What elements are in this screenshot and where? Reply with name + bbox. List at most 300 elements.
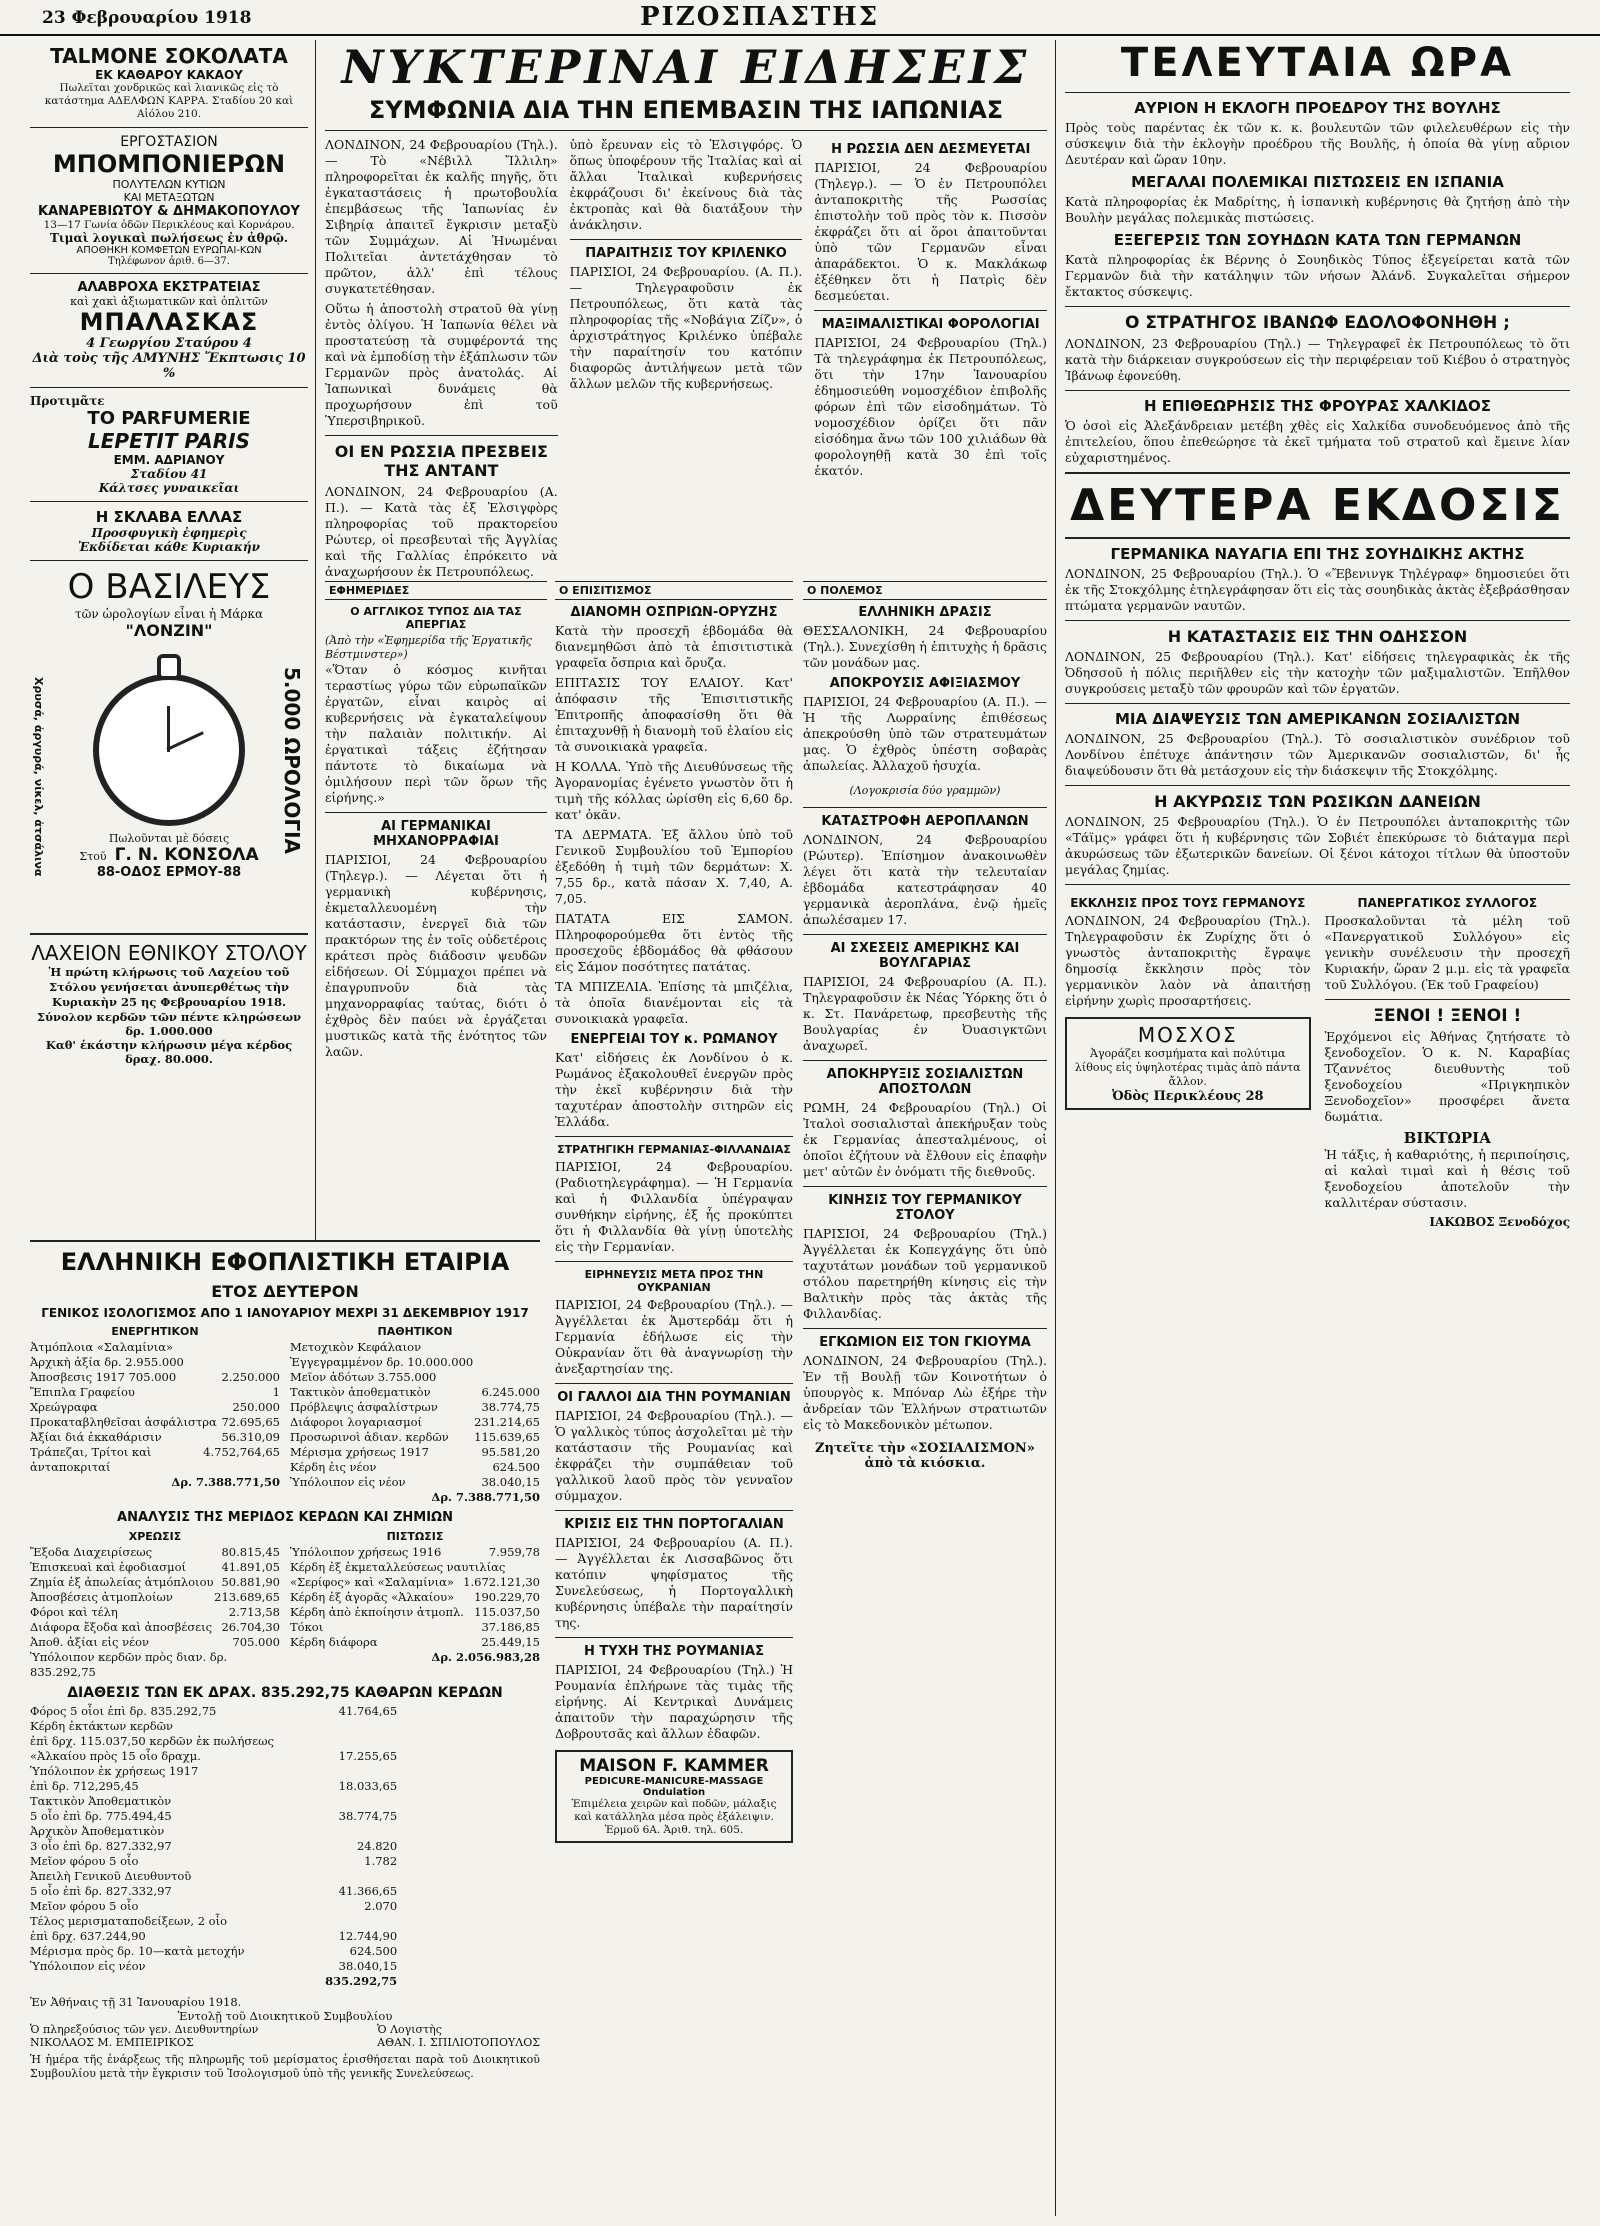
pocket-watch-icon bbox=[93, 674, 245, 826]
row-label: Ἔξοδα Διαχειρίσεως bbox=[30, 1545, 153, 1559]
war-h7: ΕΓΚΩΜΙΟΝ ΕΙΣ ΤΟΝ ΓΚΙΟΥΜΑ bbox=[819, 1335, 1031, 1350]
antant-heading: ΟΙ ΕΝ ΡΩΣΣΙΑ ΠΡΕΣΒΕΙΣ ΤΗΣ ΑΝΤΑΝΤ bbox=[334, 442, 548, 480]
liabilities-list bbox=[290, 1340, 540, 1490]
maxim-text: ΠΑΡΙΣΙΟΙ, 24 Φεβρουαρίου (Τηλ.) Τὰ τηλεγράφημα ἐκ Πετρουπόλεως, ὅτι τὴν 17ην Ἰανουαρίου ἐδημοσιεύθη νομοσχέδιον ἐπιβολῆς φόρων ἐπὶ τῶν εἰσοδημάτων. Τὸ νομοσχέδιον ὁρίζει ὅτι πᾶν εἰσόδημα ἄνω τῶν 100 χιλιάδων θὰ φορολογηθῇ κατὰ 30 ἐπὶ τοῖς ἑκατόν. bbox=[814, 335, 1047, 478]
russia-heading: Η ΡΩΣΣΙΑ ΔΕΝ ΔΕΣΜΕΥΕΤΑΙ bbox=[831, 142, 1031, 157]
row-value: 4.752,764,65 bbox=[203, 1445, 280, 1459]
row-label: Χρεώγραφα bbox=[30, 1400, 98, 1414]
second-edition-banner: ΔΕΥΤΕΡΑ ΕΚΔΟΣΙΣ bbox=[1070, 480, 1565, 531]
divider bbox=[803, 1060, 1047, 1061]
factory-text: Τιμαὶ λογικαὶ πωλήσεως ἐν ἀθρῷ. bbox=[49, 231, 289, 245]
table-row bbox=[30, 1749, 397, 1764]
row-label: Ἀτμόπλοια «Σαλαμίνια» bbox=[30, 1340, 174, 1354]
socialism-ad: Ζητεῖτε τὴν «ΣΟΣΙΑΛΙΣΜΟΝ» ἀπὸ τὰ κιόσκια. bbox=[815, 1441, 1035, 1471]
table-row bbox=[290, 1460, 540, 1475]
debit-list bbox=[30, 1545, 280, 1680]
liabilities-total: Δρ. 7.388.771,50 bbox=[431, 1490, 540, 1504]
pl-total: Δρ. 2.056.983,28 bbox=[431, 1650, 540, 1664]
row-label: Κέρδη ἐξ ἀγορᾶς «Ἀλκαίου» bbox=[290, 1590, 455, 1604]
hotel-sign: ΙΑΚΩΒΟΣ Ξενοδόχος bbox=[1429, 1215, 1570, 1229]
row-label: Κέρδη διάφορα bbox=[290, 1635, 378, 1649]
last-hour-column bbox=[1065, 40, 1570, 2218]
war-p7: ΛΟΝΔΙΝΟΝ, 24 Φεβρουαρίου (Τηλ.). Ἐν τῇ Βουλῇ τῶν Κοινοτήτων ὁ ὑπουργὸς κ. Μπόναρ Λὼ ἐξήρε τὴν ἀνδρείαν τῶν Ἑλλήνων στρατιωτῶν εἰς τὸ Μακεδονικὸν μέτωπον. bbox=[803, 1353, 1047, 1432]
night-p2: Οὕτω ἡ ἀποστολὴ στρατοῦ θὰ γίνῃ ἐντὸς ὀλίγου. Ἡ Ἰαπωνία θέλει νὰ προστατεύσῃ τὰ συμφέροντά της καὶ νὰ ἐμποδίσῃ τὴν ἐξάπλωσιν τῶν Γερμανῶν πρὸς ἀνατολάς. Αἱ Ἰαπωνικαὶ δυνάμεις θὰ προχωρήσουν ἐπὶ τοῦ Ὑπερσιβηρικοῦ. bbox=[325, 301, 558, 428]
moschos-text: Ἀγοράζει κοσμήματα καὶ πολύτιμα λίθους εἰς ὑψηλοτέρας τιμὰς ἀπὸ πάντα ἄλλον. bbox=[1074, 1047, 1301, 1088]
row-label: 3 οἷο ἐπὶ δρ. 827.332,97 bbox=[30, 1839, 172, 1853]
vasilefs-vert2: Χρυσά, ἀργυρά, νίκελ, ἀτσάλινα bbox=[32, 677, 45, 877]
row-value: 1.672.121,30 bbox=[463, 1575, 540, 1589]
row-label: Τέλος μερισματαποδείξεων, 2 οἷο bbox=[30, 1914, 228, 1928]
parfum-t6: Κάλτσες γυναικεῖαι bbox=[98, 481, 240, 495]
row-label: Διάφορα ἔξοδα καὶ ἀποσβέσεις bbox=[30, 1620, 213, 1634]
table-row bbox=[30, 1635, 280, 1650]
sig1-role: Ὁ πληρεξούσιος τῶν γεν. Διευθυντηρίων bbox=[30, 2023, 259, 2036]
assets-heading: ΕΝΕΡΓΗΤΙΚΟΝ bbox=[111, 1325, 199, 1338]
table-row bbox=[30, 1869, 397, 1884]
row-value: 38.774,75 bbox=[481, 1400, 540, 1414]
row-label: Τακτικὸν ἀποθεματικὸν bbox=[290, 1385, 431, 1399]
last-p8: ΛΟΝΔΙΝΟΝ, 25 Φεβρουαρίου (Τηλ.). Τὸ σοσιαλιστικὸν συνέδριον τοῦ Λονδίνου ἐπέτυχε ἀπάντησιν τῶν Ἀμερικανῶν σοσιαλιστῶν, δι' ἧς διαψεύδουσιν ὅτι θὰ μετάσχουν εἰς τὴν διάσκεψιν τῆς Στοκχόλμης. bbox=[1065, 731, 1570, 778]
row-value: 12.744,90 bbox=[338, 1929, 398, 1943]
night-news bbox=[325, 40, 1047, 580]
antant-text: ΛΟΝΔΙΝΟΝ, 24 Φεβρουαρίου (Α. Π.). — Κατὰ τὰς ἐξ Ἑλσιγφὸρς πληροφορίας τοῦ πρακτορείου Ρώυτερ, οἱ πρεσβευταὶ τῆς Ἀγγλίας καὶ τῆς Γαλλίας ἐπρόκειτο νὰ ἀναχωρήσουν ἐκ Πετρουπόλεως. bbox=[325, 484, 558, 579]
war-p1: ΘΕΣΣΑΛΟΝΙΚΗ, 24 Φεβρουαρίου (Τηλ.). Συνεχίσθη ἡ ἐπιτυχὴς ἡ δρᾶσις τῶν μονάδων μας. bbox=[803, 623, 1047, 670]
censor-note: (Λογοκρισία δύο γραμμῶν) bbox=[849, 784, 1001, 797]
last-hour-headline: ΤΕΛΕΥΤΑΙΑ ΩΡΑ bbox=[1120, 40, 1515, 86]
row-label: Διάφοροι λογαριασμοί bbox=[290, 1415, 423, 1429]
divider bbox=[1065, 92, 1570, 93]
war-h2: ΑΠΟΚΡΟΥΣΙΣ ΑΦΙΞΙΑΣΜΟΥ bbox=[829, 676, 1021, 691]
supply-h6: ΚΡΙΣΙΣ ΕΙΣ ΤΗΝ ΠΟΡΤΟΓΑΛΙΑΝ bbox=[564, 1517, 784, 1532]
hotel-name: ΒΙΚΤΩΡΙΑ bbox=[1403, 1129, 1491, 1147]
last-h8: ΜΙΑ ΔΙΑΨΕΥΣΙΣ ΤΩΝ ΑΜΕΡΙΚΑΝΩΝ ΣΟΣΙΑΛΙΣΤΩΝ bbox=[1114, 710, 1521, 728]
table-row bbox=[30, 1884, 397, 1899]
vasilefs-ad bbox=[30, 567, 308, 927]
table-row bbox=[290, 1355, 540, 1370]
table-row bbox=[30, 1415, 280, 1430]
last-h12: ΞΕΝΟΙ ! ΞΕΝΟΙ ! bbox=[1373, 1006, 1522, 1026]
table-row bbox=[30, 1854, 397, 1869]
supply-section-label: Ο ΕΠΙΣΙΤΙΣΜΟΣ bbox=[555, 581, 793, 600]
row-label: «Σερίφος» καὶ «Σαλαμίνια» bbox=[290, 1575, 454, 1589]
divider bbox=[1065, 703, 1570, 704]
table-row bbox=[30, 1719, 397, 1734]
credit-list bbox=[290, 1545, 540, 1650]
row-value: 56.310,09 bbox=[221, 1430, 280, 1444]
supply-h4: ΕΙΡΗΝΕΥΣΙΣ ΜΕΤΑ ΠΡΟΣ ΤΗΝ ΟΥΚΡΑΝΙΑΝ bbox=[584, 1268, 764, 1294]
row-value: 2.070 bbox=[364, 1899, 398, 1913]
supply-column bbox=[555, 575, 793, 2218]
supply-p6: ΤΑ ΜΠΙΖΕΛΙΑ. Ἐπίσης τὰ μπιζέλια, τὰ ὁποῖα διανέμονται εἰς τὰ συνοικιακὰ γραφεῖα. bbox=[555, 979, 793, 1026]
war-column bbox=[803, 575, 1047, 2218]
row-value: 37.186,85 bbox=[481, 1620, 540, 1634]
divider bbox=[1065, 390, 1570, 391]
company-balance-title: ΓΕΝΙΚΟΣ ΙΣΟΛΟΓΙΣΜΟΣ ΑΠΟ 1 ΙΑΝΟΥΑΡΙΟΥ ΜΕΧΡΙ 31 ΔΕΚΕΜΒΡΙΟΥ 1917 bbox=[41, 1306, 529, 1320]
row-label: Ζημία ἐξ ἀπωλείας ἀτμόπλοιου bbox=[30, 1575, 214, 1589]
moschos-ad bbox=[1065, 1017, 1311, 1110]
war-h6: ΚΙΝΗΣΙΣ ΤΟΥ ΓΕΡΜΑΝΙΚΟΥ ΣΤΟΛΟΥ bbox=[828, 1193, 1022, 1223]
balaskas-name: ΜΠΑΛΑΣΚΑΣ bbox=[79, 308, 259, 336]
kammer-text: Ἐπιμέλεια χειρῶν καὶ ποδῶν, μάλαξις καὶ κατάλληλα μέσα πρὸς ἐξάλειψιν. Ἑρμοῦ 6Α. Ἀριθ. τηλ. 605. bbox=[571, 1798, 777, 1836]
row-value: 2.713,58 bbox=[228, 1605, 280, 1619]
pl-title: ΑΝΑΛΥΣΙΣ ΤΗΣ ΜΕΡΙΔΟΣ ΚΕΡΔΩΝ ΚΑΙ ΖΗΜΙΩΝ bbox=[117, 1510, 453, 1525]
divider bbox=[803, 1186, 1047, 1187]
divider bbox=[803, 1328, 1047, 1329]
lottery-t3: Καθ' ἑκάστην κλήρωσιν μέγα κέρδος δραχ. 80.000. bbox=[45, 1038, 293, 1066]
row-label: Μετοχικὸν Κεφάλαιον bbox=[290, 1340, 422, 1354]
supply-p2: ΕΠΙΤΑΣΙΣ ΤΟΥ ΕΛΑΙΟΥ. Κατ' ἀπόφασιν τῆς Ἐπισιτιστικῆς Ἐπιτροπῆς ἀποφασίσθη ὅτι θὰ ἐπιταχυνθῇ ἡ διανομὴ τοῦ ἐλαίου εἰς τὰ συνοικιακὰ γραφεῖα. bbox=[555, 675, 793, 754]
vasilefs-brand: "ΛΟΝΖΙΝ" bbox=[125, 621, 213, 640]
last-p12: Ἐρχόμενοι εἰς Ἀθήνας ζητήσατε τὸ ξενοδοχεῖον. Ὁ κ. Ν. Καραβίας Τζαννέτος διευθυντὴς τοῦ ξενοδοχείου «Πριγκηπικὸν Ξενοδοχεῖον» προσφέρει ἄνετα δωμάτια. bbox=[1324, 1029, 1570, 1124]
row-label: Ὑπόλοιπον κερδῶν πρὸς διαν. δρ. 835.292,75 bbox=[30, 1650, 228, 1679]
supply-p5: ΠΑΤΑΤΑ ΕΙΣ ΣΑΜΟΝ. Πληροφορούμεθα ὅτι ἐντὸς τῆς προσεχοῦς ἑβδομάδος θὰ φθάσουν εἰς Σάμον ποσότητες πατάτας. bbox=[555, 911, 793, 974]
table-row bbox=[30, 1560, 280, 1575]
table-row bbox=[30, 1779, 397, 1794]
table-row bbox=[290, 1560, 540, 1575]
supply-p11: ΠΑΡΙΣΙΟΙ, 24 Φεβρουαρίου (Α. Π.). — Ἀγγέλλεται ἐκ Λισσαβῶνος ὅτι κατόπιν ψηφίσματος τῆς Συνελεύσεως, ἡ Πορτογαλλικὴ κυβέρνησις ὑπέβαλε τὴν παραίτησίν της. bbox=[555, 1535, 793, 1630]
table-row bbox=[30, 1704, 397, 1719]
sklava-t2: Προσφυγικὴ ἐφημερὶς bbox=[91, 526, 247, 540]
war-h1: ΕΛΛΗΝΙΚΗ ΔΡΑΣΙΣ bbox=[858, 605, 992, 620]
resign-heading: ΠΑΡΑΙΤΗΣΙΣ ΤΟΥ ΚΡΙΛΕΝΚΟ bbox=[585, 246, 787, 261]
row-label: ἐπὶ δρχ. 115.037,50 κερδῶν ἐκ πωλήσεως bbox=[30, 1734, 274, 1748]
vasilefs-sold: Πωλοῦνται μὲ δόσεις bbox=[108, 832, 230, 845]
table-row bbox=[30, 1355, 280, 1370]
row-label: Ἀποσβέσεις ἀτμοπλοίων bbox=[30, 1590, 173, 1604]
table-row bbox=[30, 1385, 280, 1400]
war-h5: ΑΠΟΚΗΡΥΞΙΣ ΣΟΣΙΑΛΙΣΤΩΝ ΑΠΟΣΤΟΛΩΝ bbox=[826, 1067, 1024, 1097]
talmone-sub: ΕΚ ΚΑΘΑΡΟΥ ΚΑΚΑΟΥ bbox=[95, 68, 243, 82]
column-rule bbox=[1055, 40, 1056, 2216]
row-value: 213.689,65 bbox=[214, 1590, 280, 1604]
masthead bbox=[0, 0, 1600, 36]
supply-h1: ΔΙΑΝΟΜΗ ΟΣΠΡΙΩΝ-ΟΡΥΖΗΣ bbox=[570, 605, 778, 620]
table-row bbox=[30, 1794, 397, 1809]
last-p9: ΛΟΝΔΙΝΟΝ, 25 Φεβρουαρίου (Τηλ.). Ὁ ἐν Πετρουπόλει ἀνταποκριτὴς τῶν «Τάϊμς» γράφει ὅτι ἡ κυβέρνησις τῶν Σοβιέτ ἐπεκύρωσε τὸ διάταγμα περὶ ἀκυρώσεως τῶν ἐξωτερικῶν δανείων. Οἱ ξένοι κάτοχοι τίτλων θὰ ὑποστοῦν μεγάλας ζημίας. bbox=[1065, 814, 1570, 877]
table-row bbox=[30, 1340, 280, 1355]
balaskas-note: Διὰ τοὺς τῆς ΑΜΥΝΗΣ Ἔκπτωσις 10 % bbox=[32, 351, 306, 381]
row-label: 5 οἷο ἐπὶ δρ. 827.332,97 bbox=[30, 1884, 172, 1898]
table-row bbox=[30, 1764, 397, 1779]
table-row bbox=[30, 1430, 280, 1445]
row-label: Φόρος 5 οἷοι ἐπὶ δρ. 835.292,75 bbox=[30, 1704, 217, 1718]
divider bbox=[30, 127, 308, 128]
last-p13: Ἡ τάξις, ἡ καθαριότης, ἡ περιποίησις, αἱ καλαὶ τιμαὶ καὶ ἡ θέσις τοῦ ξενοδοχείου ἀποτελοῦν τὴν καλλιτέραν σύστασιν. bbox=[1324, 1147, 1570, 1210]
press-t1: (Ἀπὸ τὴν «Ἐφημερίδα τῆς Ἐργατικῆς Βέστμινστερ») bbox=[325, 634, 532, 661]
divider bbox=[325, 130, 1047, 131]
divider bbox=[30, 933, 308, 935]
divider bbox=[803, 807, 1047, 808]
lottery-t2: Σύνολον κερδῶν τῶν πέντε κληρώσεων δρ. 1.000.000 bbox=[36, 1010, 302, 1038]
table-row bbox=[30, 1899, 397, 1914]
table-row bbox=[290, 1590, 540, 1605]
row-label: ἐπὶ δρχ. 637.244,90 bbox=[30, 1929, 146, 1943]
divider bbox=[1065, 537, 1570, 539]
row-label: Κέρδη ἐκτάκτων κερδῶν bbox=[30, 1719, 174, 1733]
table-row bbox=[30, 1914, 397, 1929]
kammer-ad bbox=[555, 1750, 793, 1843]
row-label: Φόροι καὶ τέλη bbox=[30, 1605, 118, 1619]
row-label: Ἀρχικὴ ἀξία δρ. 2.955.000 bbox=[30, 1355, 184, 1369]
last-p6: ΛΟΝΔΙΝΟΝ, 25 Φεβρουαρίου (Τηλ.). Ὁ «Ἔβενινγκ Τηλέγραφ» δημοσιεύει ὅτι ἐκ τῆς Στοκχόλμης ἐτηλεγράφησαν ὅτι εἰς τὰς σουηδικὰς ἀκτὰς ἐξεβράσθησαν πτώματα γερμανῶν ναυτῶν. bbox=[1065, 566, 1570, 613]
distribution-title: ΔΙΑΘΕΣΙΣ ΤΩΝ ΕΚ ΔΡΑΧ. 835.292,75 ΚΑΘΑΡΩΝ ΚΕΡΔΩΝ bbox=[67, 1685, 503, 1701]
row-label: Μέρισμα πρὸς δρ. 10—κατὰ μετοχήν bbox=[30, 1944, 245, 1958]
assets-total: Δρ. 7.388.771,50 bbox=[171, 1475, 280, 1489]
assets-list bbox=[30, 1340, 280, 1475]
last-p4: ΛΟΝΔΙΝΟΝ, 23 Φεβρουαρίου (Τηλ.) — Τηλεγραφεῖ ἐκ Πετρουπόλεως τὸ ὅτι κατὰ τὴν διάρκειαν συγκρούσεων εἰς τὴν περιφέρειαν τοῦ Κιέβου ὁ στρατηγὸς Ἰβάνωφ ἐφονεύθη. bbox=[1065, 336, 1570, 383]
table-row bbox=[290, 1620, 540, 1635]
table-row bbox=[30, 1545, 280, 1560]
last-h7: Η ΚΑΤΑΣΤΑΣΙΣ ΕΙΣ ΤΗΝ ΟΔΗΣΣΟΝ bbox=[1167, 627, 1468, 646]
divider bbox=[30, 560, 308, 561]
vasilefs-sub: τῶν ὡρολογίων εἶναι ἡ Μάρκα bbox=[74, 607, 264, 621]
press-section-label: ΕΦΗΜΕΡΙΔΕΣ bbox=[325, 581, 547, 600]
row-label: Τράπεζαι, Τρίτοι καὶ ἀνταποκριταί bbox=[30, 1445, 152, 1474]
row-label: Ἀρχικὸν Ἀποθεματικὸν bbox=[30, 1824, 165, 1838]
company-date: Ἐν Ἀθήναις τῇ 31 Ἰανουαρίου 1918. bbox=[30, 1995, 242, 2009]
last-p7: ΛΟΝΔΙΝΟΝ, 25 Φεβρουαρίου (Τηλ.). Κατ' εἰδήσεις τηλεγραφικὰς ἐκ τῆς Ὀδησσοῦ ἡ πόλις περιῆλθεν εἰς τὴν κατοχὴν τῶν μαξιμαλιστῶν. Ἐπῆλθον συγκρούσεις μεταξὺ τῶν φρουρῶν καὶ τῶν ἐργατῶν. bbox=[1065, 649, 1570, 696]
sklava-t1: Η ΣΚΛΑΒΑ ΕΛΛΑΣ bbox=[95, 508, 243, 526]
company-year: ΕΤΟΣ ΔΕΥΤΕΡΟΝ bbox=[211, 1282, 359, 1301]
factory-t5: ΚΑΝΑΡΕΒΙΩΤΟΥ & ΔΗΜΑΚΟΠΟΥΛΟΥ bbox=[38, 204, 300, 219]
row-value: 24.820 bbox=[356, 1839, 398, 1853]
row-value: 41.891,05 bbox=[221, 1560, 280, 1574]
row-label: Ἐγγεγραμμένον δρ. 10.000.000 bbox=[290, 1355, 474, 1369]
row-label: Μεῖον φόρου 5 οἷο bbox=[30, 1854, 139, 1868]
company-board: Ἐντολῇ τοῦ Διοικητικοῦ Συμβουλίου bbox=[177, 2009, 393, 2023]
divider bbox=[555, 1261, 793, 1262]
row-value: 26.704,30 bbox=[221, 1620, 280, 1634]
parfum-t5: Σταδίου 41 bbox=[130, 467, 208, 481]
row-label: ἐπὶ δρ. 712,295,45 bbox=[30, 1779, 139, 1793]
sklava-ad bbox=[30, 508, 308, 554]
table-row bbox=[30, 1575, 280, 1590]
war-h3: ΚΑΤΑΣΤΡΟΦΗ ΑΕΡΟΠΛΑΝΩΝ bbox=[821, 814, 1029, 829]
row-value: 25.449,15 bbox=[481, 1635, 540, 1649]
row-value: 95.581,20 bbox=[481, 1445, 540, 1459]
row-label: Ἀποθ. ἀξίαι εἰς νέον bbox=[30, 1635, 149, 1649]
factory-t1: ΕΡΓΟΣΤΑΣΙΟΝ bbox=[120, 134, 218, 150]
row-value: 2.250.000 bbox=[221, 1370, 280, 1384]
table-row bbox=[290, 1340, 540, 1355]
table-row bbox=[290, 1635, 540, 1650]
divider bbox=[325, 435, 558, 436]
row-value: 18.033,65 bbox=[338, 1779, 398, 1793]
press-h1: Ο ΑΓΓΛΙΚΟΣ ΤΥΠΟΣ ΔΙΑ ΤΑΣ ΑΠΕΡΓΙΑΣ bbox=[350, 605, 522, 631]
credit-heading: ΠΙΣΤΩΣΙΣ bbox=[386, 1530, 444, 1543]
parfum-t4: EMM. ΑΔΡΙΑΝΟΥ bbox=[113, 453, 225, 467]
row-label: Ὑπόλοιπον εἰς νέον bbox=[30, 1959, 146, 1973]
press-p2: ΠΑΡΙΣΙΟΙ, 24 Φεβρουαρίου (Τηλεγρ.). — Λέγεται ὅτι ἡ γερμανικὴ κυβέρνησις, ἐκμεταλλευομένη τὴν κατάστασιν, ἐνεργεῖ διὰ τῶν πρακτόρων της ἐν τοῖς οὐδετέροις κράτεσι πρὸς διάδοσιν ψευδῶν εἰδήσεων. Οἱ Σύμμαχοι πρέπει νὰ ἐπαγρυπνοῦν διὰ τὰς μηχανορραφίας ταύτας, διότι ὁ ἐχθρὸς δὲν παύει νὰ ἐργάζεται μυστικῶς κατὰ τῆς ἑνότητος τῶν λαῶν. bbox=[325, 852, 547, 1059]
row-value: 41.366,65 bbox=[338, 1884, 398, 1898]
row-label: 5 οἷο ἐπὶ δρ. 775.494,45 bbox=[30, 1809, 172, 1823]
table-row bbox=[30, 1944, 397, 1959]
row-label: Μεῖον φόρου 5 οἷο bbox=[30, 1899, 139, 1913]
row-label: Κέρδη ἐις νέον bbox=[290, 1460, 377, 1474]
war-p6: ΠΑΡΙΣΙΟΙ, 24 Φεβρουαρίου (Τηλ.) Ἀγγέλλεται ἐκ Κοπεγχάγης ὅτι ὑπὸ ταχυτάτων μονάδων τοῦ γερμανικοῦ στόλου παρετηρήθη κίνησις εἰς τὴν Βαλτικὴν πρὸς τὰς ἀκτὰς τῆς Φιλλανδίας. bbox=[803, 1226, 1047, 1321]
moschos-title: ΜΟΣΧΟΣ bbox=[1137, 1023, 1238, 1047]
divider bbox=[570, 239, 803, 240]
table-row bbox=[30, 1824, 397, 1839]
divider bbox=[1065, 884, 1570, 885]
factory-addr: 13—17 Γωνία ὁδῶν Περικλέους καὶ Κορνάρου. bbox=[43, 219, 295, 231]
maxim-heading: ΜΑΞΙΜΑΛΙΣΤΙΚΑΙ ΦΟΡΟΛΟΓΙΑΙ bbox=[821, 317, 1040, 332]
table-row bbox=[30, 1445, 280, 1475]
row-value: 41.764,65 bbox=[338, 1704, 398, 1718]
table-row bbox=[290, 1605, 540, 1620]
row-value: 231.214,65 bbox=[474, 1415, 540, 1429]
company-balance-sheet bbox=[30, 1240, 540, 2218]
resign-text: ΠΑΡΙΣΙΟΙ, 24 Φεβρουαρίου. (Α. Π.). — Τηλεγραφοῦσιν ἐκ Πετρουπόλεως, ὅτι κατὰ τὰς πληροφορίας τῆς «Νοβάγια Ζίζν», ὁ ἀρχιστράτηγος Κριλένκο ὑπέβαλε τὴν παραίτησίν του κατόπιν διαφορῶς ἀντιλήψεων μετὰ τῶν ἄλλων μελῶν τῆς κυβερνήσεως. bbox=[569, 264, 803, 391]
row-value: 1 bbox=[272, 1385, 280, 1399]
moschos-addr: Ὀδὸς Περικλέους 28 bbox=[1111, 1089, 1264, 1104]
factory-tel: Τηλέφωνον ἀριθ. 6—37. bbox=[108, 256, 230, 267]
divider bbox=[30, 273, 308, 274]
last-h4: Ο ΣΤΡΑΤΗΓΟΣ ΙΒΑΝΩΦ ΕΔΟΛΟΦΟΝΗΘΗ ; bbox=[1125, 313, 1510, 333]
table-row bbox=[290, 1475, 540, 1490]
table-row bbox=[290, 1445, 540, 1460]
supply-p7: Κατ' εἰδήσεις ἐκ Λονδίνου ὁ κ. Ρωμάνος ἐξακολουθεῖ ἐνεργῶν πρὸς τὴν ἐκεῖ κυβέρνησιν διὰ τὴν ταχυτέραν ἀποστολὴν σιτηρῶν εἰς Ἑλλάδα. bbox=[555, 1050, 793, 1129]
lottery-t1: Ἡ πρώτη κλήρωσις τοῦ Λαχείου τοῦ Στόλου γενήσεται ἀνυπερθέτως τὴν Κυριακὴν 25 ης Φεβρουαρίου 1918. bbox=[48, 965, 290, 1009]
kammer-sub: PEDICURE-MANICURE-MASSAGE Ondulation bbox=[584, 1776, 764, 1798]
row-label: Μέρισμα χρήσεως 1917 bbox=[290, 1445, 429, 1459]
table-row bbox=[290, 1430, 540, 1445]
talmone-ad bbox=[30, 44, 308, 121]
row-label: Τόκοι bbox=[290, 1620, 324, 1634]
row-value: 80.815,45 bbox=[221, 1545, 280, 1559]
divider bbox=[555, 1637, 793, 1638]
table-row bbox=[290, 1385, 540, 1400]
table-row bbox=[290, 1415, 540, 1430]
balaskas-t1: ΑΛΑΒΡΟΧΑ ΕΚΣΤΡΑΤΕΙΑΣ bbox=[77, 280, 261, 295]
liabilities-heading: ΠΑΘΗΤΙΚΟΝ bbox=[377, 1325, 453, 1338]
divider bbox=[1065, 785, 1570, 786]
row-value: 7.959,78 bbox=[488, 1545, 540, 1559]
row-value: 115.037,50 bbox=[474, 1605, 540, 1619]
row-value: 50.881,90 bbox=[221, 1575, 280, 1589]
sig2-name: ΑΘΑΝ. Ι. ΣΠΙΛΙΟΤΟΠΟΥΛΟΣ bbox=[377, 2036, 540, 2049]
row-value: 6.245.000 bbox=[481, 1385, 540, 1399]
press-p1: «Ὅταν ὁ κόσμος κινῆται τεραστίως γύρω τῶν εὐρωπαϊκῶν ἐργατῶν, εἶναι καιρὸς αἱ κυβερνήσεις νὰ ἐγκαταλείψουν τὴν παλαιὰν πολιτικήν. Αἱ ἐργατικαὶ τάξεις ἐζήτησαν πάντοτε τὸ δικαίωμα νὰ ὁμιλήσουν περὶ τῶν ὅρων τῆς εἰρήνης.» bbox=[325, 662, 547, 805]
row-value: 624.500 bbox=[349, 1944, 398, 1958]
talmone-text: Πωλεῖται χονδρικῶς καὶ λιανικῶς εἰς τὸ κατάστημα ΑΔΕΛΦΩΝ ΚΑΡΡΑ. Σταδίου 20 καὶ Αἰόλου 210. bbox=[44, 82, 294, 120]
divider bbox=[1065, 620, 1570, 621]
row-value: 190.229,70 bbox=[474, 1590, 540, 1604]
row-label: Προσωρινοὶ ἀδιαν. κερδῶν bbox=[290, 1430, 449, 1444]
divider bbox=[1065, 306, 1570, 307]
divider bbox=[30, 501, 308, 502]
supply-p10: ΠΑΡΙΣΙΟΙ, 24 Φεβρουαρίου (Τηλ.). — Ὁ γαλλικὸς τύπος ἀσχολεῖται μὲ τὴν κατάστασιν τῆς Ρουμανίας καὶ ἐκφράζει τὴν συμπάθειαν τοῦ γαλλικοῦ λαοῦ πρὸς τὸν γενναῖον σύμμαχον. bbox=[555, 1408, 793, 1503]
table-row bbox=[290, 1575, 540, 1590]
supply-p3: Η ΚΟΛΛΑ. Ὑπὸ τῆς Διευθύνσεως τῆς Ἀγορανομίας ἐγένετο γνωστὸν ὅτι ἡ τιμὴ τῆς κόλλας ὡρίσθη εἰς 6,60 δρ. κατ' ὀκᾶν. bbox=[555, 759, 793, 822]
last-p3: Κατὰ πληροφορίας ἐκ Βέρνης ὁ Σουηδικὸς Τύπος ἐξεγείρεται κατὰ τῶν Γερμανῶν διὰ τὴν κατάληψιν τῶν νήσων Ἀλάνδ. Συγκαλεῖται σήμερον ἔκτακτος σύσκεψις. bbox=[1065, 252, 1570, 299]
row-value: 1.782 bbox=[364, 1854, 398, 1868]
table-row bbox=[290, 1400, 540, 1415]
last-h2: ΜΕΓΑΛΑΙ ΠΟΛΕΜΙΚΑΙ ΠΙΣΤΩΣΕΙΣ ΕΝ ΙΣΠΑΝΙΑ bbox=[1131, 173, 1504, 191]
row-label: Πρόβλεψις ἀσφαλίστρων bbox=[290, 1400, 438, 1414]
row-label: Ἀπειλὴ Γενικοῦ Διευθυντοῦ bbox=[30, 1869, 192, 1883]
row-label: Μεῖον ἀδότων 3.755.000 bbox=[290, 1370, 437, 1384]
factory-ad bbox=[30, 134, 308, 267]
war-p3: ΛΟΝΔΙΝΟΝ, 24 Φεβρουαρίου (Ρώυτερ). Ἐπίσημον ἀνακοινωθὲν λέγει ὅτι κατὰ τὴν τελευταίαν ἑβδομάδα κατεστράφησαν 40 γερμανικὰ ἀεροπλάνα, ἐνῷ ἡμεῖς ἀπωλέσαμεν 17. bbox=[803, 832, 1047, 927]
row-label: Ἀποσβεσις 1917 705.000 bbox=[30, 1370, 177, 1384]
supply-p8: ΠΑΡΙΣΙΟΙ, 24 Φεβρουαρίου. (Ραδιοτηλεγράφημα). — Ἡ Γερμανία καὶ ἡ Φιλλανδία ὑπέγραψαν συνθήκην εἰρήνης, ἐξ ἧς προκύπτει ὅτι ἡ Φιλλανδία θὰ γίνῃ ὑποτελὴς εἰς τὴν Γερμανίαν. bbox=[555, 1159, 793, 1254]
press-column bbox=[325, 575, 547, 1230]
vasilefs-title: Ο ΒΑΣΙΛΕΥΣ bbox=[67, 567, 271, 607]
war-p4: ΠΑΡΙΣΙΟΙ, 24 Φεβρουαρίου (Α. Π.). Τηλεγραφοῦσιν ἐκ Νέας Ὑόρκης ὅτι ὁ κ. Στ. Πανάρετωφ, πρεσβευτὴς τῆς Βουλγαρίας ἐν Ὀυασιγκτῶνι ἀναχωρεῖ. bbox=[803, 974, 1047, 1053]
distribution-list bbox=[30, 1704, 397, 1974]
last-p11: Προσκαλοῦνται τὰ μέλη τοῦ «Πανεργατικοῦ Συλλόγου» εἰς γενικὴν συνέλευσιν τὴν προσεχῆ Κυριακήν, ὥραν 2 μ.μ. εἰς τὰ γραφεῖα τοῦ Συλλόγου. (Ἐκ τοῦ Γραφείου) bbox=[1324, 913, 1570, 992]
factory-dep: ΑΠΟΘΗΚΗ ΚΟΜΦΕΤΩΝ ΕΥΡΩΠΑΙ-ΚΩΝ bbox=[76, 245, 262, 256]
russia-text: ΠΑΡΙΣΙΟΙ, 24 Φεβρουαρίου (Τηλεγρ.). — Ὁ ἐν Πετρουπόλει ἀνταποκριτὴς τῆς Ρωσσίας ἐπιστολὴν τοῦ πρὸς τὸν κ. Πισσὸν ἐκφράζει ὅτι αἱ ὅροι ἀπαιτοῦνται ὑπὸ τῶν Γερμανῶν εἶναι ἀπαράδεκτοι. Ὁ κ. Μακλάκωφ ἐξέθηκεν ὅτι ἡ Πατρὶς δὲν δεσμεύεται. bbox=[814, 160, 1047, 303]
supply-p12: ΠΑΡΙΣΙΟΙ, 24 Φεβρουαρίου (Τηλ.) Ἡ Ρουμανία ἐπλήρωνε τὰς τιμὰς τῆς εἰρήνης. Αἱ Κεντρικαὶ Δυνάμεις ἀπαιτοῦν τὴν παραχώρησιν τῆς Δοβρουτσᾶς καὶ ἄλλων ἐδαφῶν. bbox=[555, 1662, 793, 1741]
divider bbox=[1325, 999, 1571, 1000]
table-row bbox=[30, 1400, 280, 1415]
row-label: Προκαταβληθεῖσαι ἀσφάλιστρα bbox=[30, 1415, 217, 1429]
supply-p1: Κατὰ τὴν προσεχῆ ἑβδομάδα θὰ διανεμηθῶσι ἀπὸ τὰ ἐπισιτιστικὰ γραφεῖα ὄσπρια καὶ ὄρυζα. bbox=[555, 623, 793, 670]
last-p10: ΛΟΝΔΙΝΟΝ, 24 Φεβρουαρίου (Τηλ.). Τηλεγραφοῦσιν ἐκ Ζυρίχης ὅτι ὁ γνωστὸς ἀνταποκριτὴς ἔγραψε δημοσίᾳ ἔκκλησιν πρὸς τὸν γερμανικὸν λαὸν νὰ ἀπαιτήσῃ εἰρήνην χωρὶς προσαρτήσεις. bbox=[1065, 913, 1311, 1008]
row-label: «Ἀλκαίου πρὸς 15 οἷο δραχμ. bbox=[30, 1749, 201, 1763]
parfum-t1: Προτιμᾶτε bbox=[30, 394, 105, 408]
last-h5: Η ΕΠΙΘΕΩΡΗΣΙΣ ΤΗΣ ΦΡΟΥΡΑΣ ΧΑΛΚΙΔΟΣ bbox=[1143, 397, 1492, 415]
divider bbox=[555, 1383, 793, 1384]
table-row bbox=[30, 1839, 397, 1854]
kammer-title: MAISON F. KAMMER bbox=[579, 1756, 769, 1776]
table-row bbox=[30, 1809, 397, 1824]
last-h6: ΓΕΡΜΑΝΙΚΑ ΝΑΥΑΓΙΑ ΕΠΙ ΤΗΣ ΣΟΥΗΔΙΚΗΣ ΑΚΤΗΣ bbox=[1110, 545, 1525, 563]
war-section-label: Ο ΠΟΛΕΜΟΣ bbox=[803, 581, 1047, 600]
divider bbox=[803, 934, 1047, 935]
parfum-t3: LEPETIT PARIS bbox=[88, 429, 250, 453]
balaskas-ad bbox=[30, 280, 308, 381]
last-h3: ΕΞΕΓΕΡΣΙΣ ΤΩΝ ΣΟΥΗΔΩΝ ΚΑΤΑ ΤΩΝ ΓΕΡΜΑΝΩΝ bbox=[1113, 231, 1522, 249]
balaskas-t2: καὶ χακὶ ἀξιωματικῶν καὶ ὁπλιτῶν bbox=[70, 295, 268, 308]
supply-p9: ΠΑΡΙΣΙΟΙ, 24 Φεβρουαρίου (Τηλ.). — Ἀγγέλλεται ἐκ Ἀμστερδάμ ὅτι ἡ Γερμανία ἐδήλωσε εἰς τὴν Οὐκρανίαν ὅτι θὰ ἀναγνωρίσῃ τὴν ἀνεξαρτησίαν της. bbox=[555, 1297, 793, 1376]
company-note: Ἡ ἡμέρα τῆς ἐνάρξεως τῆς πληρωμῆς τοῦ μερίσματος ἐρισθήσεται παρὰ τοῦ Διοικητικοῦ Συμβουλίου μετὰ τὴν ἔγκρισιν τοῦ Ἰσολογισμοῦ ὑπὸ τῆς γενικῆς Συνελεύσεως. bbox=[30, 2053, 540, 2080]
sig1-name: ΝΙΚΟΛΑΟΣ Μ. ΕΜΠΕΙΡΙΚΟΣ bbox=[30, 2036, 194, 2049]
table-row bbox=[30, 1605, 280, 1620]
row-label: Κέρδη ἐξ ἐκμεταλλεύσεως ναυτιλίας bbox=[290, 1560, 506, 1574]
parfum-ad bbox=[30, 394, 308, 495]
row-label: Ὑπόλοιπον χρήσεως 1916 bbox=[290, 1545, 442, 1559]
factory-t4: ΚΑΙ ΜΕΤΑΞΩΤΩΝ bbox=[123, 191, 215, 204]
row-value: 38.040,15 bbox=[481, 1475, 540, 1489]
row-value: 624.500 bbox=[492, 1460, 540, 1474]
divider bbox=[30, 1240, 540, 1242]
factory-t2: ΜΠΟΜΠΟΝΙΕΡΩΝ bbox=[52, 150, 286, 178]
divider bbox=[555, 1510, 793, 1511]
row-value: 38.774,75 bbox=[338, 1809, 398, 1823]
distribution-total: 835.292,75 bbox=[325, 1974, 398, 1988]
table-row bbox=[30, 1620, 280, 1635]
row-value: 72.695,65 bbox=[221, 1415, 280, 1429]
sklava-t3: Ἐκδίδεται κάθε Κυριακήν bbox=[78, 540, 260, 554]
newspaper-name: ΡΙΖΟΣΠΑΣΤΗΣ bbox=[640, 2, 880, 32]
table-row bbox=[30, 1734, 397, 1749]
vasilefs-addr: 88-ΟΔΟΣ ΕΡΜΟΥ-88 bbox=[96, 865, 242, 880]
divider bbox=[814, 310, 1047, 311]
last-h9: Η ΑΚΥΡΩΣΙΣ ΤΩΝ ΡΩΣΙΚΩΝ ΔΑΝΕΙΩΝ bbox=[1154, 792, 1481, 811]
factory-t3: ΠΟΛΥΤΕΛΩΝ ΚΥΤΙΩΝ bbox=[112, 178, 226, 191]
vasilefs-store: Γ. Ν. ΚΟΝΣΟΛΑ bbox=[114, 845, 259, 865]
last-h10: ΕΚΚΛΗΣΙΣ ΠΡΟΣ ΤΟΥΣ ΓΕΡΜΑΝΟΥΣ bbox=[1070, 896, 1306, 910]
supply-h5: ΟΙ ΓΑΛΛΟΙ ΔΙΑ ΤΗΝ ΡΟΥΜΑΝΙΑΝ bbox=[557, 1390, 791, 1405]
night-news-subheadline: ΣΥΜΦΩΝΙΑ ΔΙΑ ΤΗΝ ΕΠΕΜΒΑΣΙΝ ΤΗΣ ΙΑΠΩΝΙΑΣ bbox=[368, 96, 1004, 124]
talmone-title: TALMONE ΣΟΚΟΛΑΤΑ bbox=[50, 44, 288, 68]
last-p1: Πρὸς τοὺς παρέντας ἐκ τῶν κ. κ. βουλευτῶν τῶν φιλελευθέρων εἰς τὴν σύσκεψιν διὰ τὴν ἐκλογὴν προέδρου τῆς Βουλῆς, ἡ ὁποία θὰ γίνῃ αὔριον Δευτέραν καὶ ὥραν 10ην. bbox=[1065, 120, 1570, 167]
table-row bbox=[30, 1370, 280, 1385]
divider bbox=[1065, 472, 1570, 474]
